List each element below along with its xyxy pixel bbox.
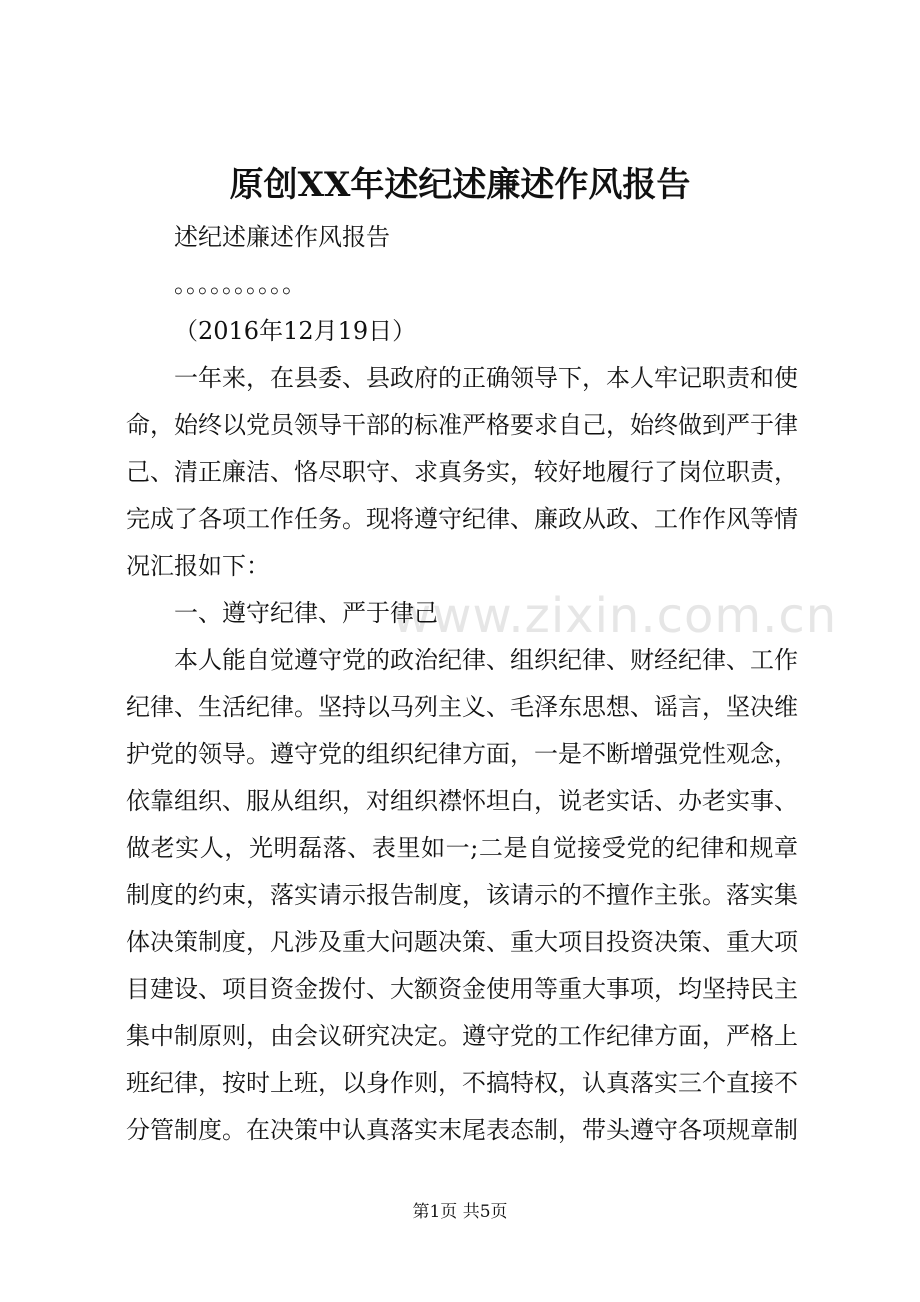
body-line: 体决策制度，凡涉及重大问题决策、重大项目投资决策、重大项 [126, 928, 798, 956]
body-line: 本人能自觉遵守党的政治纪律、组织纪律、财经纪律、工作 [174, 646, 798, 674]
body-line: 做老实人，光明磊落、表里如一;二是自觉接受党的纪律和规章 [126, 834, 798, 862]
body-line: 述纪述廉述作风报告 [174, 223, 390, 251]
watermark: www.zixin.com.cn [392, 588, 838, 644]
body-line: 命，始终以党员领导干部的标准严格要求自己，始终做到严于律 [126, 411, 798, 439]
body-line: 护党的领导。遵守党的组织纪律方面，一是不断增强党性观念， [126, 740, 798, 768]
body-line: 况汇报如下： [126, 552, 270, 580]
page-footer: 第1页 共5页 [412, 1202, 508, 1222]
body-line: （2016年12月19日） [174, 317, 417, 345]
body-line: 完成了各项工作任务。现将遵守纪律、廉政从政、工作作风等情 [126, 505, 798, 533]
body-line: 己、清正廉洁、恪尽职守、求真务实，较好地履行了岗位职责， [126, 458, 798, 486]
body-line: 一、遵守纪律、严于律己 [174, 599, 438, 627]
body-line: 纪律、生活纪律。坚持以马列主义、毛泽东思想、谣言，坚决维 [126, 693, 798, 721]
body-line: 目建设、项目资金拨付、大额资金使用等重大事项，均坚持民主 [126, 975, 798, 1003]
body-line: 。。。。。。。。。。 [174, 270, 306, 298]
body-line: 班纪律，按时上班，以身作则，不搞特权，认真落实三个直接不 [126, 1069, 798, 1097]
body-line: 依靠组织、服从组织，对组织襟怀坦白，说老实话、办老实事、 [126, 787, 798, 815]
document-title: 原创XX年述纪述廉述作风报告 [229, 165, 691, 205]
body-line: 分管制度。在决策中认真落实末尾表态制，带头遵守各项规章制 [126, 1116, 798, 1144]
body-line: 一年来，在县委、县政府的正确领导下，本人牢记职责和使 [174, 364, 798, 392]
document-body [126, 214, 798, 1154]
body-line: 集中制原则，由会议研究决定。遵守党的工作纪律方面，严格上 [126, 1022, 798, 1050]
body-line: 制度的约束，落实请示报告制度，该请示的不擅作主张。落实集 [126, 881, 798, 909]
